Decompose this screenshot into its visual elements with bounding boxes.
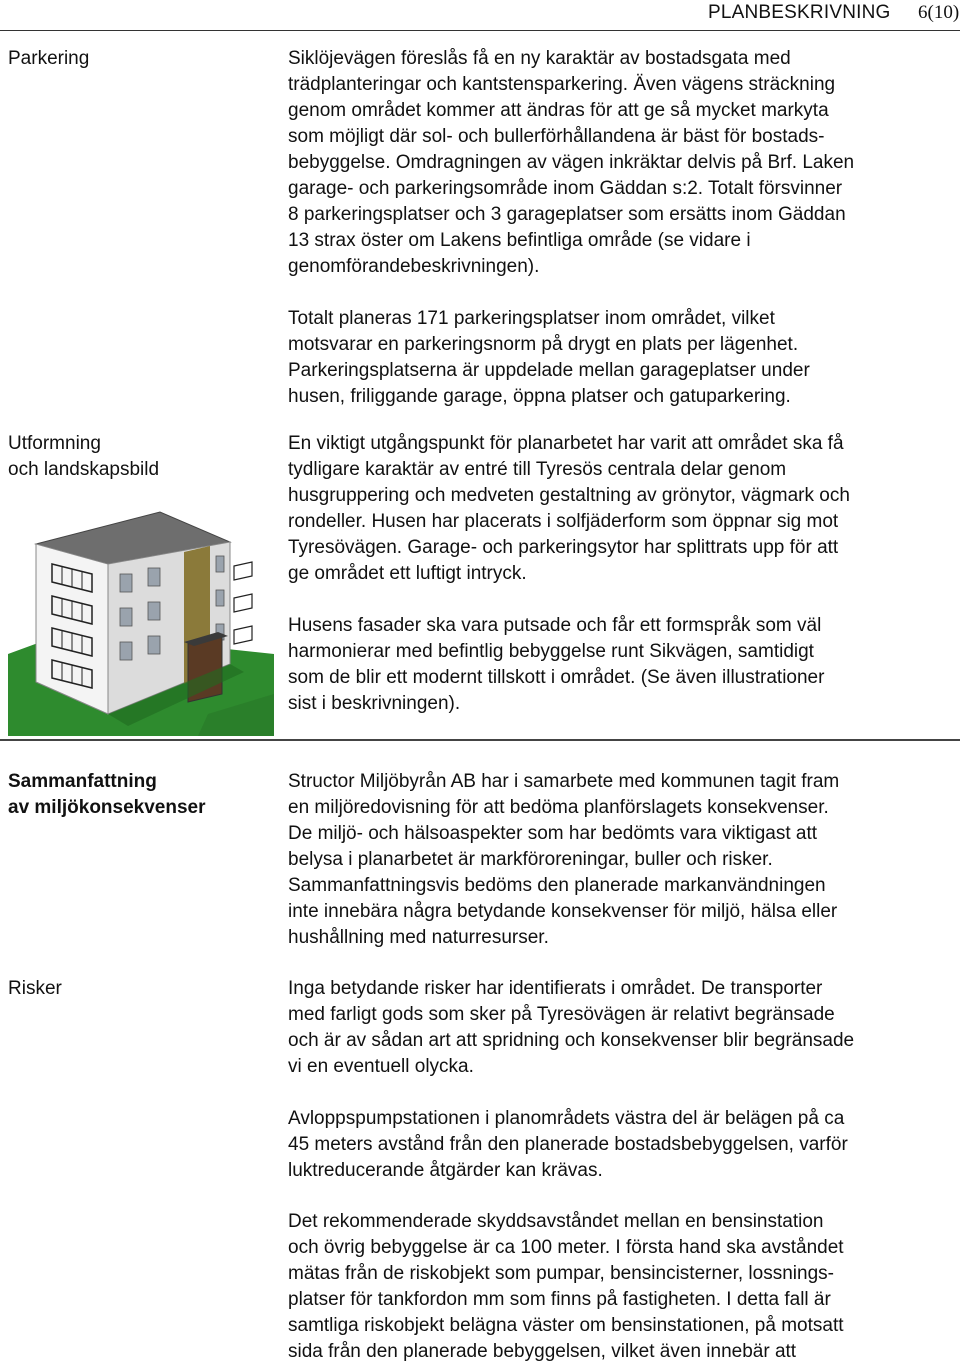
section-label-sammanfattning: Sammanfattning av miljökonsekvenser bbox=[8, 771, 206, 818]
header-rule bbox=[0, 30, 960, 31]
page-number: 6(10) bbox=[918, 2, 960, 23]
utformning-paragraph-1: En viktigt utgångspunkt för planarbetet har varit att området ska få tydligare karaktär av entré till Tyresös centrala delar genom husgruppering och medveten gestaltning av grönytor, vägmark och rondeller. Husen har placerats i solfjäderform som öppnar sig mot Tyresövägen. Garage- och parkeringsytor har splittrats upp för att ge området ett luftigt intryck. bbox=[288, 433, 850, 584]
risker-paragraph-2: Avloppspumpstationen i planområdets västra del är belägen på ca 45 meters avstånd från den planerade bostadsbebyggelsen, varför luktreducerande åtgärder kan krävas. bbox=[288, 1108, 848, 1181]
section-label-utformning: Utformning och landskapsbild bbox=[8, 433, 160, 480]
parkering-paragraph-1: Siklöjevägen föreslås få en ny karaktär av bostadsgata med trädplanteringar och kantstensparkering. Även vägens sträckning genom området kommer att ändras för att ge så mycket markyta som möjligt där sol- och bullerförhållandena är bäst för bostads- bebyggelse. Omdragningen av vägen inkräktar delvis på Brf. Laken garage- och parkeringsområde inom Gäddan s:2. Totalt försvinner 8 parkeringsplatser och 3 garageplatser som ersätts inom Gäddan 13 strax öster om Lakens befintliga område (se vidare i genomförandebeskrivningen). bbox=[288, 48, 855, 277]
sammanfattning-paragraph-1: Structor Miljöbyrån AB har i samarbete med kommunen tagit fram en miljöredovisning för att bedöma planförslagets konsekvenser. De miljö- och hälsoaspekter som har bedömts vara viktigast att belysa i planarbetet är markföroreningar, buller och risker. Sammanfattningsvis bedöms den planerade markanvändningen inte innebära några betydande konsekvenser för miljö, hälsa eller hushållning med naturresurser. bbox=[288, 771, 840, 948]
utformning-paragraph-2: Husens fasader ska vara putsade och får ett formspråk som väl harmonierar med befintlig bebyggelse runt Sikvägen, samtidigt som de blir ett modernt tillskott i området. (Se även illustrationer sist i beskrivningen). bbox=[288, 615, 825, 714]
risker-paragraph-3: Det rekommenderade skyddsavståndet mellan en bensinstation och övrig bebyggelse är ca 100 meter. I första hand ska avståndet mätas från de riskobjekt som pumpar, bensincisterner, lossnings- platser för tankfordon mm som finns på fastigheten. I detta fall är samtliga riskobjekt belägna väster om bensinstationen, på motsatt sida från den planerade bebyggelsen, vilket även innebär att bbox=[288, 1211, 844, 1362]
section-label-parkering: Parkering bbox=[8, 48, 90, 69]
section-divider bbox=[0, 739, 960, 741]
risker-paragraph-1: Inga betydande risker har identifierats i området. De transporter med farligt gods som sker på Tyresövägen är relativt begränsade och är av sådan art att spridning och konsekvenser blir begränsade vi en eventuell olycka. bbox=[288, 978, 855, 1077]
building-illustration bbox=[8, 504, 274, 736]
building-illustration-drawing bbox=[8, 504, 274, 736]
document-title: PLANBESKRIVNING bbox=[708, 2, 891, 23]
section-label-risker: Risker bbox=[8, 978, 62, 999]
parkering-paragraph-2: Totalt planeras 171 parkeringsplatser inom området, vilket motsvarar en parkeringsnorm på drygt en plats per lägenhet. Parkeringsplatserna är uppdelade mellan garageplatser under husen, friliggande garage, öppna platser och gatuparkering. bbox=[288, 308, 810, 407]
